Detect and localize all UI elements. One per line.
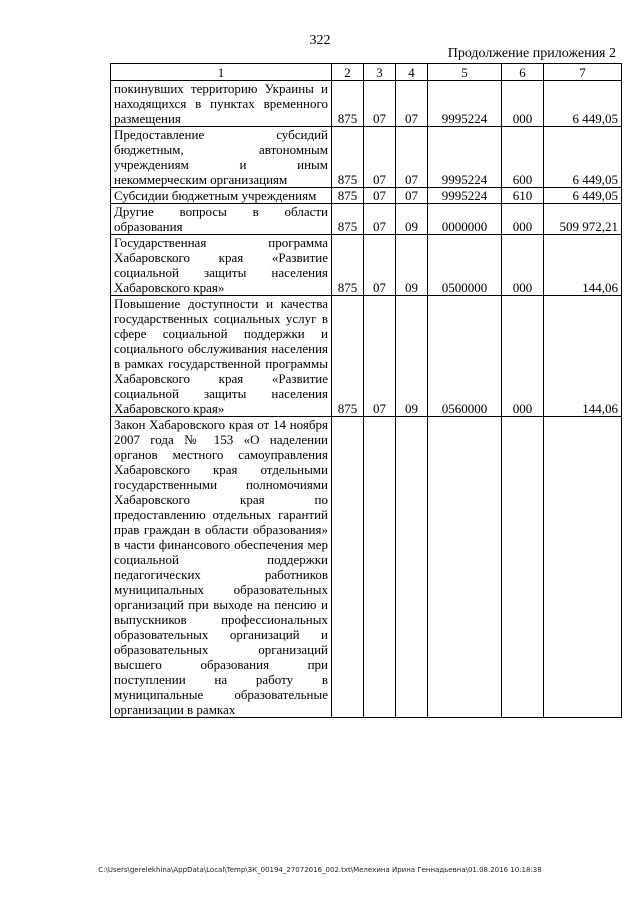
section-code: 07 — [364, 235, 396, 296]
row-description: Другие вопросы в области образования — [111, 204, 332, 235]
page-number: 322 — [309, 33, 331, 48]
file-path-footer: C:\Users\gerelekhina\AppData\Local\Temp\ЗК_00194_27072016_002.txt\Мелехина Ирина Геннадьевна\01.08.2016 10:18:38 — [98, 866, 542, 874]
column-header-6: 6 — [502, 64, 544, 81]
ministry-code: 875 — [332, 188, 364, 204]
amount: 144,06 — [544, 235, 622, 296]
subsection-code: 07 — [396, 81, 428, 127]
column-header-7: 7 — [544, 64, 622, 81]
table-row — [111, 188, 622, 204]
subsection-code: 09 — [396, 296, 428, 417]
ministry-code: 875 — [332, 296, 364, 417]
section-code — [364, 417, 396, 718]
ministry-code: 875 — [332, 204, 364, 235]
continuation-caption: Продолжение приложения 2 — [447, 46, 616, 61]
ministry-code: 875 — [332, 81, 364, 127]
amount: 6 449,05 — [544, 127, 622, 188]
ministry-code: 875 — [332, 235, 364, 296]
expense-type-code: 000 — [502, 235, 544, 296]
subsection-code: 07 — [396, 188, 428, 204]
table-row — [111, 204, 622, 235]
expense-type-code — [502, 417, 544, 718]
target-article-code: 9995224 — [428, 81, 502, 127]
ministry-code: 875 — [332, 127, 364, 188]
amount: 509 972,21 — [544, 204, 622, 235]
amount: 6 449,05 — [544, 188, 622, 204]
row-description: Субсидии бюджетным учреждениям — [111, 188, 332, 204]
subsection-code: 09 — [396, 204, 428, 235]
section-code: 07 — [364, 296, 396, 417]
row-description: Закон Хабаровского края от 14 ноября 2007 года № 153 «О наделении органов местного самоуправления Хабаровского края отдельными государственными полномочиями Хабаровского края по предоставлению отдельных гарантий прав граждан в области образования» в части финансового обеспечения мер социальной поддержки педагогических работников муниципальных образовательных организаций при выходе на пенсию и выпускников профессиональных образовательных организаций и образовательных организаций высшего образования при поступлении на работу в муниципальные образовательные организации в рамках — [111, 417, 332, 718]
amount — [544, 417, 622, 718]
section-code: 07 — [364, 81, 396, 127]
table-row — [111, 417, 622, 718]
table-row — [111, 296, 622, 417]
table-row — [111, 235, 622, 296]
row-description: Государственная программа Хабаровского края «Развитие социальной защиты населения Хабаровского края» — [111, 235, 332, 296]
column-header-3: 3 — [364, 64, 396, 81]
row-description: Предоставление субсидий бюджетным, автономным учреждениям и иным некоммерческим организациям — [111, 127, 332, 188]
target-article-code: 0560000 — [428, 296, 502, 417]
target-article-code — [428, 417, 502, 718]
row-description: покинувших территорию Украины и находящихся в пунктах временного размещения — [111, 81, 332, 127]
subsection-code: 09 — [396, 235, 428, 296]
amount: 6 449,05 — [544, 81, 622, 127]
column-header-1: 1 — [111, 64, 332, 81]
section-code: 07 — [364, 204, 396, 235]
subsection-code: 07 — [396, 127, 428, 188]
section-code: 07 — [364, 127, 396, 188]
ministry-code — [332, 417, 364, 718]
budget-table — [110, 63, 622, 718]
section-code: 07 — [364, 188, 396, 204]
target-article-code: 0000000 — [428, 204, 502, 235]
row-description: Повышение доступности и качества государственных социальных услуг в сфере социальной поддержки и социального обслуживания населения в рамках государственной программы Хабаровского края «Развитие социальной защиты населения Хабаровского края» — [111, 296, 332, 417]
amount: 144,06 — [544, 296, 622, 417]
table-header-row — [111, 64, 622, 81]
target-article-code: 9995224 — [428, 188, 502, 204]
subsection-code — [396, 417, 428, 718]
column-header-2: 2 — [332, 64, 364, 81]
expense-type-code: 600 — [502, 127, 544, 188]
target-article-code: 0500000 — [428, 235, 502, 296]
table-row — [111, 127, 622, 188]
expense-type-code: 000 — [502, 81, 544, 127]
column-header-5: 5 — [428, 64, 502, 81]
target-article-code: 9995224 — [428, 127, 502, 188]
table-row — [111, 81, 622, 127]
column-header-4: 4 — [396, 64, 428, 81]
expense-type-code: 610 — [502, 188, 544, 204]
expense-type-code: 000 — [502, 204, 544, 235]
expense-type-code: 000 — [502, 296, 544, 417]
